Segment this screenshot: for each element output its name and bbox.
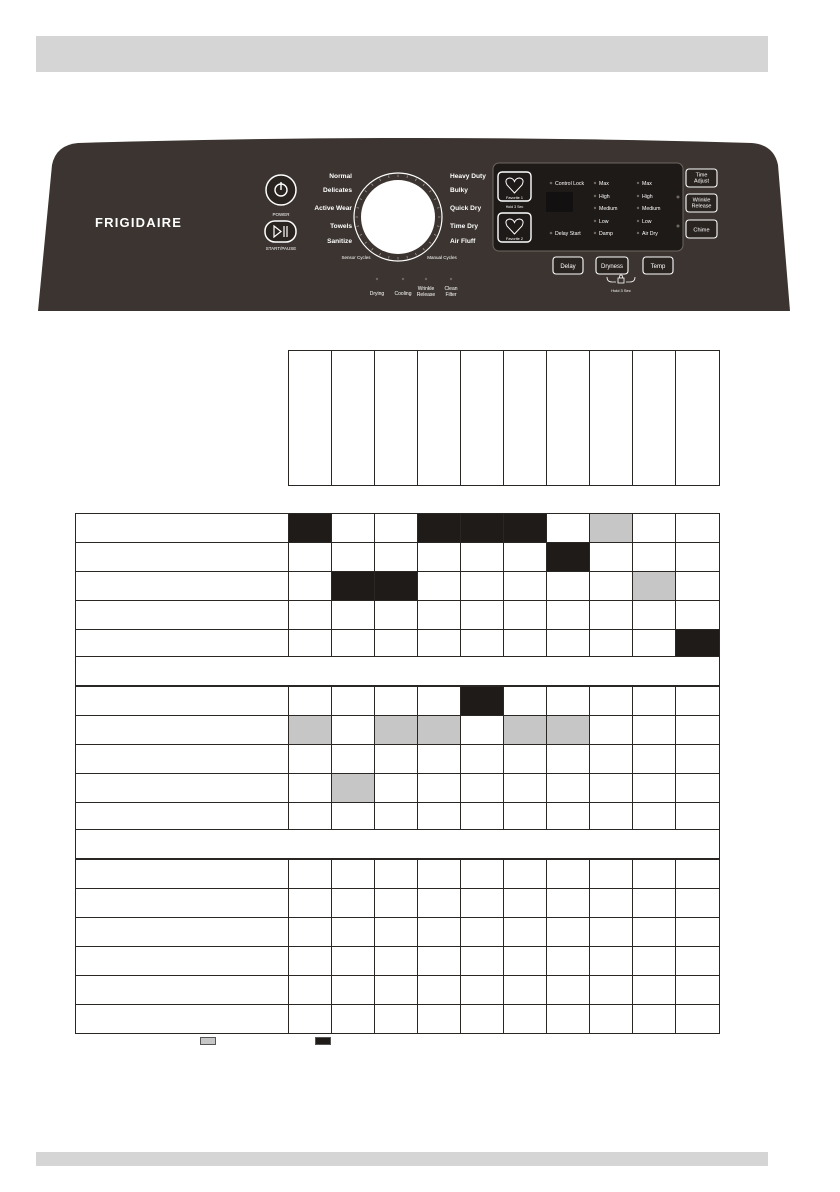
table-cell — [417, 946, 461, 976]
table-cell — [675, 946, 720, 976]
table-cell — [374, 744, 418, 774]
table-cell — [632, 917, 676, 947]
table-cell — [503, 888, 547, 918]
table-cell — [503, 1004, 547, 1034]
table-cell — [331, 686, 375, 716]
table-cell — [546, 542, 590, 572]
table-cell — [331, 946, 375, 976]
table-cell — [417, 715, 461, 745]
temp-level-label: Medium — [642, 206, 661, 212]
table-cell — [331, 802, 375, 832]
table-cell — [632, 686, 676, 716]
table-cell — [632, 715, 676, 745]
row-label-cell — [75, 975, 289, 1005]
table-cell — [632, 571, 676, 601]
row-label-cell — [75, 1004, 289, 1034]
table-cell — [632, 600, 676, 630]
table-cell — [331, 859, 375, 889]
table-cell — [503, 600, 547, 630]
table-cell — [460, 917, 504, 947]
table-cell — [460, 542, 504, 572]
table-cell — [374, 686, 418, 716]
table-cell — [675, 715, 720, 745]
table-cell — [632, 859, 676, 889]
table-cell — [589, 600, 633, 630]
table-cell — [675, 773, 720, 803]
table-cell — [589, 888, 633, 918]
table-cell — [417, 975, 461, 1005]
table-cell — [288, 859, 332, 889]
temp-level-label: Air Dry — [642, 231, 658, 237]
favorite-2-label: Favorite 2 — [506, 237, 523, 241]
dryness-level-label: Damp — [599, 231, 613, 237]
table-cell — [288, 715, 332, 745]
table-cell — [632, 629, 676, 659]
table-cell — [589, 859, 633, 889]
table-cell — [460, 773, 504, 803]
table-cell — [288, 946, 332, 976]
table-cell — [546, 888, 590, 918]
dryness-level-label: High — [599, 194, 610, 200]
section-separator-row — [75, 829, 720, 859]
table-cell — [503, 773, 547, 803]
hold-3-sec-label: Hold 3 Sec — [505, 205, 524, 209]
favorite-1-button[interactable] — [498, 172, 531, 201]
dryness-level-label: Low — [599, 219, 609, 225]
status-light-label: Wrinkle Release — [416, 286, 436, 298]
table-cell — [503, 744, 547, 774]
table-cell — [675, 513, 720, 543]
table-cell — [632, 802, 676, 832]
table-cell — [546, 513, 590, 543]
status-light-label: Cooling — [394, 291, 412, 297]
cycle-label-left: Normal — [329, 173, 352, 180]
chime-label: Chime — [693, 227, 710, 234]
section-separator-row — [75, 656, 720, 686]
chime-button[interactable] — [686, 220, 717, 238]
table-cell — [503, 715, 547, 745]
table-cell — [417, 513, 461, 543]
table-cell — [675, 629, 720, 659]
table-cell — [417, 686, 461, 716]
table-cell — [331, 629, 375, 659]
table-cell — [589, 975, 633, 1005]
table-cell — [503, 917, 547, 947]
table-cell — [589, 542, 633, 572]
table-cell — [675, 686, 720, 716]
time-adjust-label: Time Adjust — [694, 172, 709, 185]
column-header-cell — [546, 350, 590, 486]
table-cell — [417, 542, 461, 572]
table-cell — [460, 1004, 504, 1034]
table-cell — [460, 802, 504, 832]
temp-label: Temp — [650, 264, 666, 270]
table-cell — [288, 744, 332, 774]
table-cell — [288, 542, 332, 572]
table-cell — [460, 859, 504, 889]
control-lock-label: Control Lock — [555, 181, 585, 187]
hold-3-sec-bottom-label: Hold 3 Sec — [611, 288, 631, 293]
table-cell — [374, 888, 418, 918]
row-label-cell — [75, 859, 289, 889]
table-cell — [632, 946, 676, 976]
table-cell — [417, 1004, 461, 1034]
cycle-label-left: Active Wear — [314, 205, 352, 212]
table-cell — [460, 744, 504, 774]
row-label-cell — [75, 513, 289, 543]
table-cell — [331, 513, 375, 543]
table-cell — [417, 744, 461, 774]
table-cell — [331, 917, 375, 947]
row-label-cell — [75, 542, 289, 572]
table-cell — [589, 802, 633, 832]
table-cell — [632, 542, 676, 572]
table-cell — [288, 773, 332, 803]
time-adjust-button[interactable] — [686, 169, 717, 187]
table-cell — [589, 571, 633, 601]
table-cell — [589, 513, 633, 543]
table-cell — [546, 859, 590, 889]
favorite-2-button[interactable] — [498, 213, 531, 242]
row-label-cell — [75, 773, 289, 803]
cycle-label-left: Sanitize — [327, 238, 352, 245]
cycle-selector-knob[interactable] — [354, 173, 442, 261]
table-cell — [632, 888, 676, 918]
table-cell — [675, 859, 720, 889]
table-cell — [546, 744, 590, 774]
table-cell — [546, 802, 590, 832]
cycle-label-left: Delicates — [323, 187, 352, 194]
table-cell — [374, 802, 418, 832]
table-cell — [288, 686, 332, 716]
power-button[interactable] — [266, 175, 296, 205]
table-cell — [374, 629, 418, 659]
dryness-level-label: Max — [599, 181, 609, 187]
table-cell — [675, 744, 720, 774]
table-cell — [675, 600, 720, 630]
table-cell — [589, 946, 633, 976]
delay-button[interactable] — [553, 257, 583, 274]
table-cell — [331, 744, 375, 774]
cycle-label-right: Heavy Duty — [450, 173, 486, 180]
table-cell — [417, 629, 461, 659]
table-cell — [460, 571, 504, 601]
table-cell — [460, 513, 504, 543]
column-header-cell — [675, 350, 720, 486]
row-label-cell — [75, 715, 289, 745]
column-header-cell — [632, 350, 676, 486]
table-cell — [589, 629, 633, 659]
table-cell — [417, 802, 461, 832]
table-cell — [374, 715, 418, 745]
row-label-cell — [75, 744, 289, 774]
temp-level-label: High — [642, 194, 653, 200]
table-cell — [331, 975, 375, 1005]
table-cell — [632, 975, 676, 1005]
table-cell — [288, 802, 332, 832]
cycle-label-left: Towels — [330, 223, 352, 230]
table-cell — [589, 686, 633, 716]
table-cell — [589, 1004, 633, 1034]
table-cell — [546, 917, 590, 947]
column-header-cell — [331, 350, 375, 486]
table-cell — [503, 859, 547, 889]
temp-button[interactable] — [643, 257, 673, 274]
table-cell — [503, 946, 547, 976]
table-cell — [374, 975, 418, 1005]
table-cell — [503, 975, 547, 1005]
delay-start-label: Delay Start — [555, 231, 581, 237]
table-cell — [417, 888, 461, 918]
table-cell — [675, 542, 720, 572]
table-cell — [460, 975, 504, 1005]
start-pause-button[interactable] — [265, 221, 296, 242]
dryer-control-panel — [38, 135, 798, 311]
table-cell — [503, 686, 547, 716]
table-cell — [460, 715, 504, 745]
table-cell — [331, 542, 375, 572]
table-cell — [331, 571, 375, 601]
legend-swatch-dark — [315, 1037, 331, 1045]
table-cell — [460, 888, 504, 918]
row-label-cell — [75, 686, 289, 716]
table-cell — [288, 600, 332, 630]
table-cell — [374, 542, 418, 572]
dryness-level-label: Medium — [599, 206, 618, 212]
table-cell — [460, 600, 504, 630]
table-cell — [675, 802, 720, 832]
table-cell — [288, 513, 332, 543]
table-cell — [546, 571, 590, 601]
wrinkle-release-label: Wrinkle Release — [691, 197, 712, 210]
table-cell — [374, 571, 418, 601]
table-cell — [503, 513, 547, 543]
table-cell — [331, 1004, 375, 1034]
start-pause-label: START/PAUSE — [265, 246, 297, 251]
table-cell — [546, 946, 590, 976]
table-cell — [288, 571, 332, 601]
column-header-cell — [417, 350, 461, 486]
table-cell — [374, 859, 418, 889]
table-cell — [546, 975, 590, 1005]
table-cell — [546, 1004, 590, 1034]
table-cell — [460, 629, 504, 659]
table-cell — [675, 917, 720, 947]
table-cell — [288, 975, 332, 1005]
table-cell — [417, 917, 461, 947]
dryness-label: Dryness — [600, 264, 624, 270]
table-cell — [331, 888, 375, 918]
cycle-label-right: Time Dry — [450, 223, 479, 230]
row-label-cell — [75, 571, 289, 601]
table-cell — [503, 629, 547, 659]
table-cell — [675, 975, 720, 1005]
table-cell — [503, 542, 547, 572]
power-label: POWER — [272, 212, 290, 217]
sensor-cycles-label: Sensor Cycles — [341, 255, 371, 260]
row-label-cell — [75, 946, 289, 976]
table-cell — [374, 917, 418, 947]
manual-cycles-label: Manual Cycles — [427, 255, 457, 260]
table-cell — [546, 629, 590, 659]
cycle-label-right: Quick Dry — [450, 205, 482, 212]
table-cell — [589, 744, 633, 774]
table-cell — [374, 946, 418, 976]
footer-bar — [36, 1152, 768, 1166]
table-cell — [331, 600, 375, 630]
table-cell — [417, 571, 461, 601]
dryness-button[interactable] — [596, 257, 628, 274]
table-cell — [632, 513, 676, 543]
header-bar — [36, 36, 768, 72]
brand-logo: FRIGIDAIRE — [95, 215, 183, 230]
table-cell — [288, 917, 332, 947]
table-cell — [374, 1004, 418, 1034]
table-cell — [374, 600, 418, 630]
row-label-cell — [75, 802, 289, 832]
table-cell — [503, 571, 547, 601]
table-cell — [675, 1004, 720, 1034]
table-cell — [589, 917, 633, 947]
table-cell — [546, 600, 590, 630]
table-cell — [288, 1004, 332, 1034]
column-header-cell — [589, 350, 633, 486]
table-cell — [288, 629, 332, 659]
table-cell — [288, 888, 332, 918]
temp-level-label: Max — [642, 181, 652, 187]
time-display — [546, 192, 573, 212]
table-cell — [417, 859, 461, 889]
table-cell — [675, 888, 720, 918]
table-cell — [589, 773, 633, 803]
row-label-cell — [75, 888, 289, 918]
table-cell — [331, 715, 375, 745]
status-light-label: Clean Filter — [444, 286, 458, 298]
table-cell — [417, 600, 461, 630]
table-cell — [675, 571, 720, 601]
cycle-label-right: Air Fluff — [450, 238, 476, 245]
table-cell — [546, 686, 590, 716]
row-label-cell — [75, 600, 289, 630]
row-label-cell — [75, 917, 289, 947]
table-cell — [417, 773, 461, 803]
table-cell — [589, 715, 633, 745]
column-header-cell — [460, 350, 504, 486]
row-label-cell — [75, 629, 289, 659]
table-cell — [374, 513, 418, 543]
favorite-1-label: Favorite 1 — [506, 196, 523, 200]
table-cell — [546, 715, 590, 745]
status-light-label: Drying — [369, 291, 385, 297]
cycle-label-right: Bulky — [450, 187, 468, 194]
table-cell — [374, 773, 418, 803]
table-cell — [460, 946, 504, 976]
table-cell — [331, 773, 375, 803]
table-cell — [632, 744, 676, 774]
temp-level-label: Low — [642, 219, 652, 225]
table-cell — [546, 773, 590, 803]
table-cell — [503, 802, 547, 832]
wrinkle-release-button[interactable] — [686, 194, 717, 212]
column-header-cell — [288, 350, 332, 486]
table-cell — [460, 686, 504, 716]
legend-swatch-gray — [200, 1037, 216, 1045]
column-header-cell — [503, 350, 547, 486]
table-cell — [632, 773, 676, 803]
column-header-cell — [374, 350, 418, 486]
table-cell — [632, 1004, 676, 1034]
delay-label: Delay — [560, 264, 576, 270]
